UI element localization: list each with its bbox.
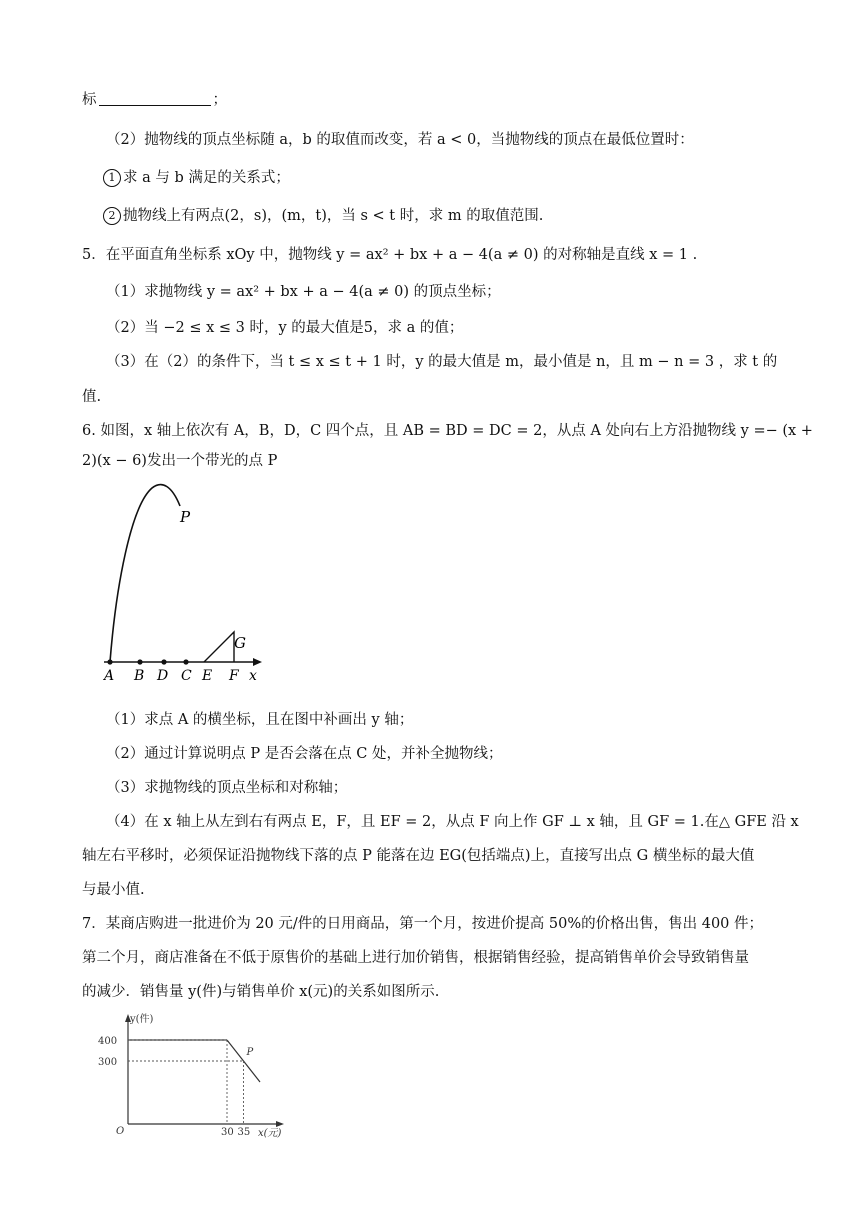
label-x: x [249,668,257,684]
point-B [137,659,142,664]
p7-line1: 7．某商店购进一批进价为 20 元/件的日用商品，第一个月，按进价提高 50%的价格出售，售出 400 件； [82,916,764,932]
parabola-figure [96,476,276,698]
chart-xlabel: x(元) [258,1128,282,1139]
chart-x-tick-35: 35 [237,1127,251,1138]
parabola-curve [110,485,180,662]
chart-x-tick-30: 30 [221,1127,234,1138]
chart-marks [98,1036,260,1138]
label-A: A [104,668,115,684]
p4-sub1: 1 求 a 与 b 满足的关系式； [103,168,290,188]
label-B: B [134,668,145,684]
p5-stem: 5．在平面直角坐标系 xOy 中，抛物线 y = ax² + bx + a − 4(a ≠ 0) 的对称轴是直线 x = 1 . [82,247,698,263]
label-G: G [234,634,246,652]
chart-x-axis-arrow [276,1121,284,1127]
label-P: P [180,508,191,526]
p6-q4-line2: 轴左右平移时，必须保证沿抛物线下落的点 P 能落在边 EG(包括端点)上，直接写出点 G 横坐标的最大值 [82,848,755,864]
point-D [161,659,166,664]
p6-stem-line1: 6. 如图，x 轴上依次有 A，B，D，C 四个点，且 AB = BD = DC = 2，从点 A 处向右上方沿抛物线 y =− (x + [82,423,813,439]
p6-q2: （2）通过计算说明点 P 是否会落在点 C 处，并补全抛物线； [106,746,503,762]
p4-part2: （2）抛物线的顶点坐标随 a，b 的取值而改变，若 a < 0，当抛物线的顶点在最低位置时： [106,132,694,148]
p6-q4-line1: （4）在 x 轴上从左到右有两点 E，F，且 EF = 2，从点 F 向上作 GF ⊥ x 轴，且 GF = 1.在△ GFE 沿 x [106,814,799,830]
triangle-GFE [204,632,234,662]
label-F: F [229,668,239,684]
p7-line3: 的减少．销售量 y(件)与销售单价 x(元)的关系如图所示. [82,984,440,1000]
p6-q3: （3）求抛物线的顶点坐标和对称轴； [106,780,348,796]
p6-q4-line3: 与最小值. [82,882,145,898]
label-C: C [181,668,192,684]
x-axis-arrow [253,658,262,666]
answer-line: 标 ； [82,92,227,108]
sales-chart [96,1008,296,1140]
chart-origin: O [116,1126,125,1137]
p6-stem-line2: 2)(x − 6)发出一个带光的点 P [82,453,278,469]
p5-q3-line2: 值. [82,389,102,405]
chart-point-label: P [246,1047,254,1058]
p7-line2: 第二个月，商店准备在不低于原售价的基础上进行加价销售，根据销售经验，提高销售单价会导致销售量 [82,950,749,966]
chart-axes [116,1012,284,1139]
p5-q2: （2）当 −2 ≤ x ≤ 3 时，y 的最大值是5，求 a 的值； [106,320,464,336]
chart-y-tick-400: 400 [98,1036,118,1047]
answer-label: 标 [82,92,97,108]
point-A [107,659,112,664]
answer-blank [99,91,211,106]
label-E: E [202,668,213,684]
point-C [183,659,188,664]
p5-q3-line1: （3）在（2）的条件下，当 t ≤ x ≤ t + 1 时，y 的最大值是 m，最小值是 n，且 m − n = 3 ，求 t 的 [106,354,778,370]
chart-y-tick-300: 300 [98,1057,118,1068]
p5-q1: （1）求抛物线 y = ax² + bx + a − 4(a ≠ 0) 的顶点坐标； [106,284,501,300]
label-D: D [157,668,169,684]
p6-q1: （1）求点 A 的横坐标，且在图中补画出 y 轴； [106,712,414,728]
circled-number-1: 1 [103,169,121,187]
p4-sub2: 2 抛物线上有两点(2，s)，(m，t)，当 s < t 时，求 m 的取值范围. [103,206,543,226]
chart-ylabel: y(件) [130,1014,154,1025]
circled-number-2: 2 [103,207,121,225]
